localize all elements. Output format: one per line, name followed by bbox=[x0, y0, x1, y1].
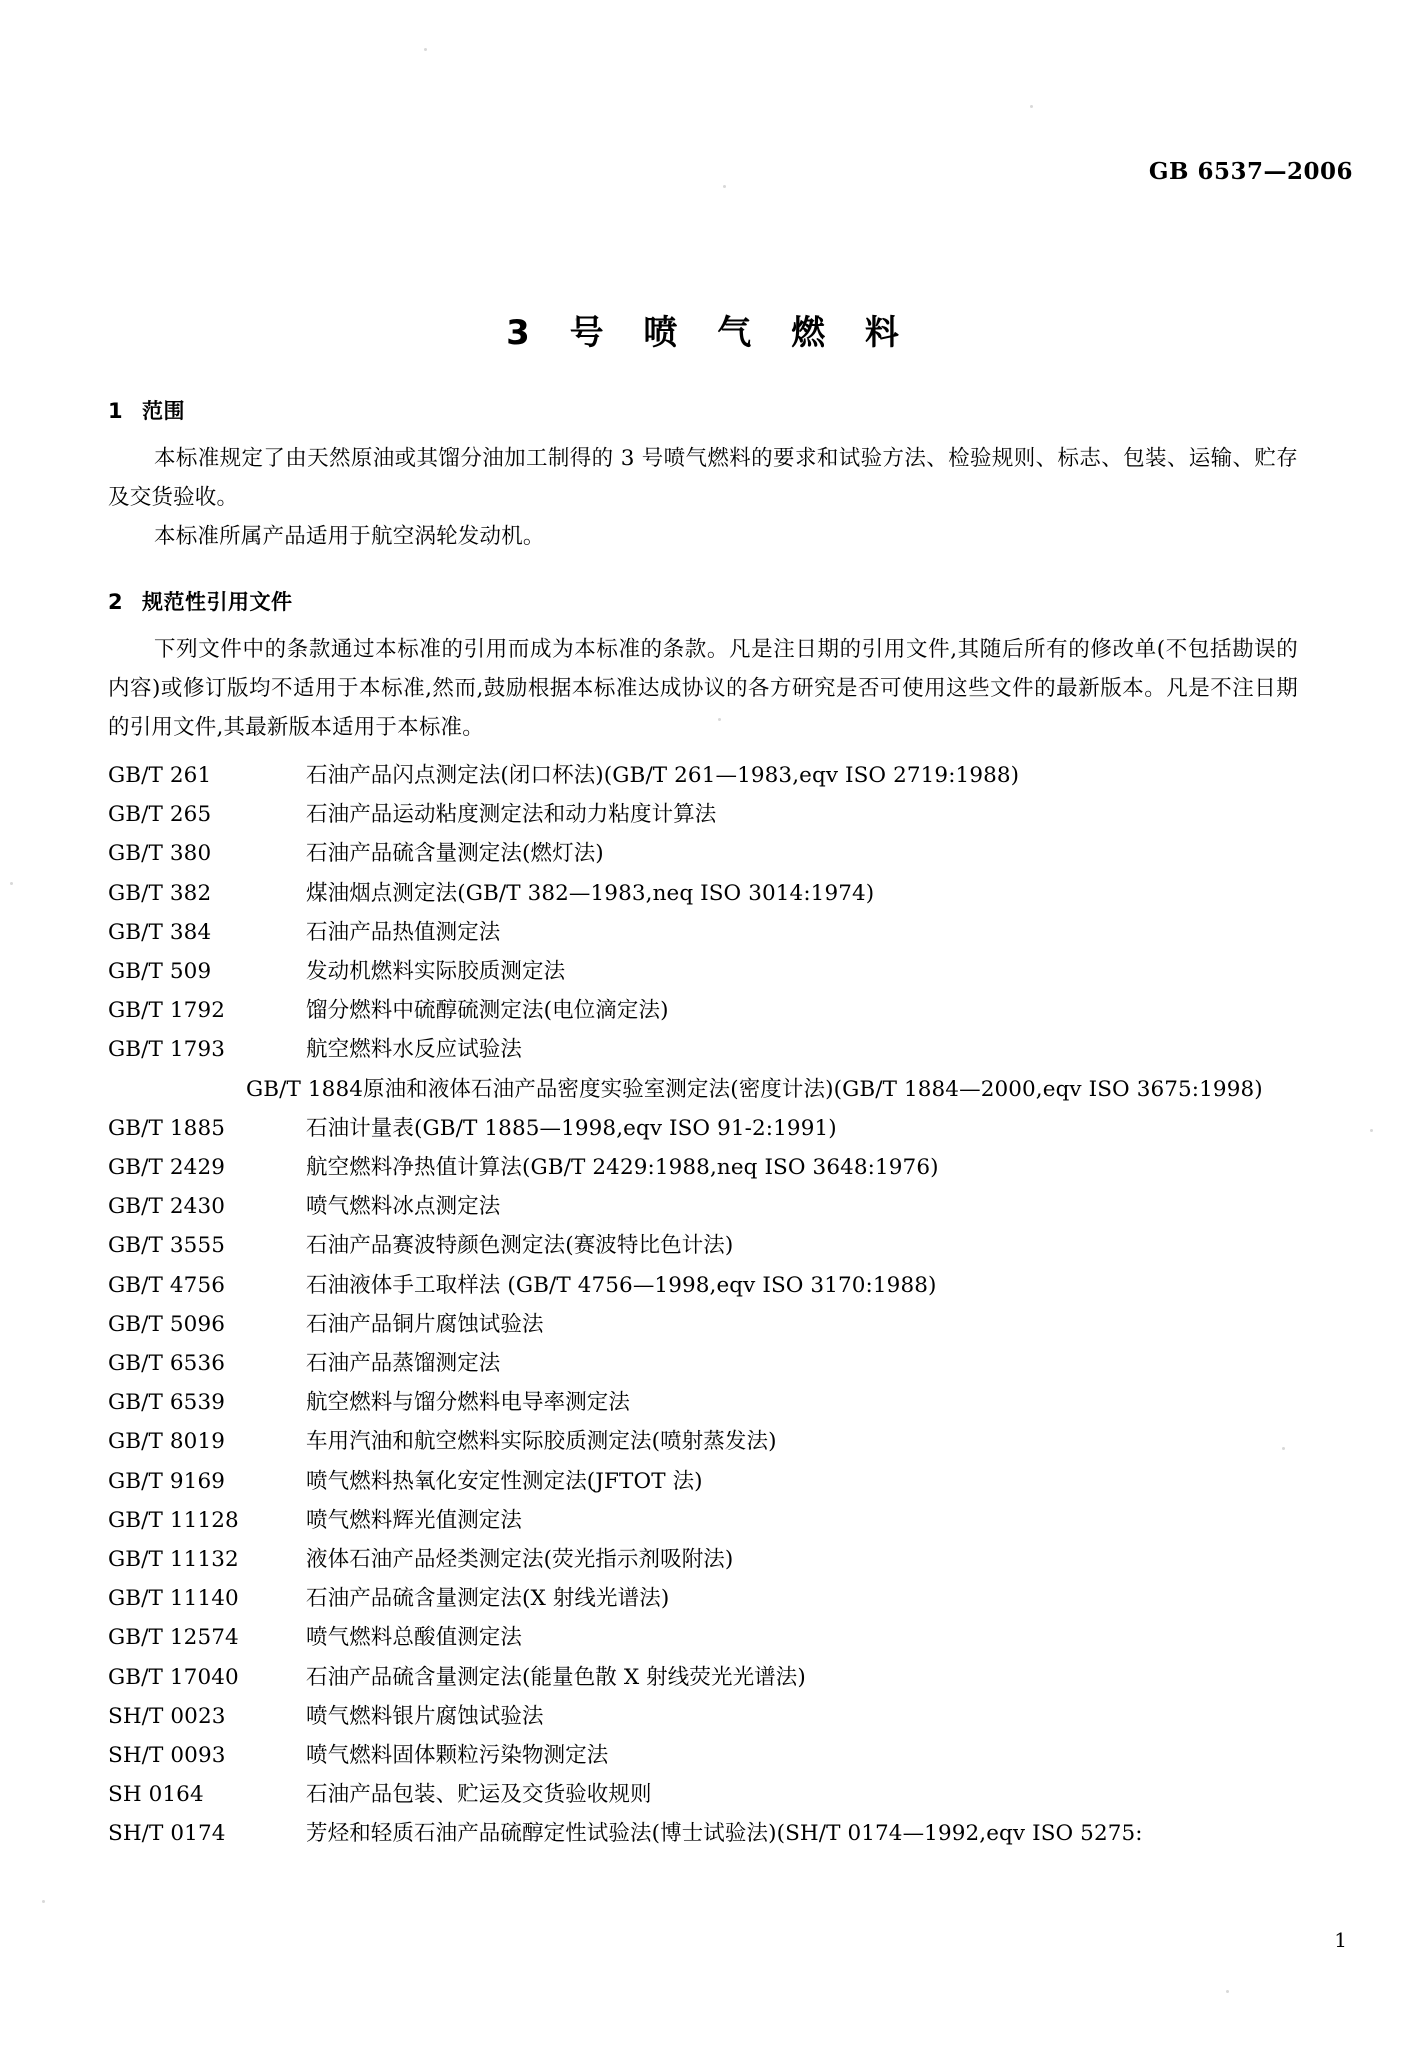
running-header-standard-number: GB 6537—2006 bbox=[1148, 158, 1353, 185]
clause-title-1: 范围 bbox=[142, 399, 185, 423]
scan-speckle bbox=[424, 48, 427, 51]
reference-title: 石油产品硫含量测定法(燃灯法) bbox=[306, 841, 604, 867]
list-item bbox=[108, 1383, 1298, 1422]
reference-code: GB/T 17040 bbox=[108, 1664, 239, 1690]
reference-code: GB/T 1793 bbox=[108, 1037, 226, 1063]
reference-code: GB/T 6536 bbox=[108, 1351, 226, 1377]
reference-title: 喷气燃料辉光值测定法 bbox=[306, 1507, 523, 1533]
list-item bbox=[108, 1305, 1298, 1344]
list-item bbox=[108, 756, 1298, 795]
reference-code: SH 0164 bbox=[108, 1782, 204, 1808]
list-item bbox=[108, 1187, 1298, 1226]
list-item bbox=[108, 1030, 1298, 1069]
scan-speckle bbox=[1030, 105, 1033, 108]
list-item bbox=[108, 1618, 1298, 1657]
reference-title: 液体石油产品烃类测定法(荧光指示剂吸附法) bbox=[306, 1547, 734, 1573]
reference-title: 喷气燃料总酸值测定法 bbox=[306, 1625, 523, 1651]
reference-code: GB/T 384 bbox=[108, 919, 212, 945]
reference-title: 馏分燃料中硫醇硫测定法(电位滴定法) bbox=[306, 998, 669, 1024]
reference-code: GB/T 9169 bbox=[108, 1468, 226, 1494]
scan-speckle bbox=[723, 185, 726, 188]
reference-title: 发动机燃料实际胶质测定法 bbox=[306, 959, 566, 985]
list-item bbox=[108, 1814, 1298, 1853]
clause-number-2: 2 bbox=[108, 590, 124, 614]
reference-code: GB/T 265 bbox=[108, 802, 212, 828]
section-spacer bbox=[108, 556, 1298, 586]
reference-code: GB/T 11140 bbox=[108, 1586, 239, 1612]
reference-title: 石油产品包装、贮运及交货验收规则 bbox=[306, 1782, 652, 1808]
reference-title: 石油产品闪点测定法(闭口杯法)(GB/T 261—1983,eqv ISO 2719:1988) bbox=[306, 763, 1020, 788]
reference-code: GB/T 2429 bbox=[108, 1155, 226, 1181]
list-item bbox=[108, 1579, 1298, 1618]
reference-code: GB/T 1792 bbox=[108, 998, 226, 1024]
reference-title: 石油液体手工取样法 (GB/T 4756—1998,eqv ISO 3170:1988) bbox=[306, 1272, 937, 1298]
reference-code: GB/T 380 bbox=[108, 841, 212, 867]
reference-title: 煤油烟点测定法(GB/T 382—1983,neq ISO 3014:1974) bbox=[306, 880, 875, 906]
reference-title: 喷气燃料热氧化安定性测定法(JFTOT 法) bbox=[306, 1468, 703, 1494]
list-item bbox=[108, 874, 1298, 913]
reference-title: 车用汽油和航空燃料实际胶质测定法(喷射蒸发法) bbox=[306, 1429, 777, 1455]
list-item bbox=[108, 1266, 1298, 1305]
page-title: 3 号 喷 气 燃 料 bbox=[506, 312, 913, 353]
reference-title: 航空燃料净热值计算法(GB/T 2429:1988,neq ISO 3648:1976) bbox=[306, 1155, 939, 1181]
list-item bbox=[108, 952, 1298, 991]
reference-title: 芳烃和轻质石油产品硫醇定性试验法(博士试验法)(SH/T 0174—1992,eqv ISO 5275: bbox=[306, 1821, 1143, 1847]
list-item bbox=[108, 1109, 1298, 1148]
scan-speckle bbox=[1226, 1990, 1229, 1993]
list-item bbox=[108, 1070, 1298, 1109]
reference-code: GB/T 4756 bbox=[108, 1272, 226, 1298]
reference-code: GB/T 8019 bbox=[108, 1429, 226, 1455]
reference-code: GB/T 6539 bbox=[108, 1390, 226, 1416]
list-item bbox=[108, 1422, 1298, 1461]
reference-title: 喷气燃料固体颗粒污染物测定法 bbox=[306, 1743, 609, 1769]
list-item bbox=[108, 991, 1298, 1030]
reference-code: GB/T 382 bbox=[108, 880, 212, 906]
reference-title: 航空燃料与馏分燃料电导率测定法 bbox=[306, 1390, 631, 1416]
document-body bbox=[108, 395, 1298, 1854]
reference-title: 石油产品硫含量测定法(能量色散 X 射线荧光光谱法) bbox=[306, 1664, 806, 1690]
list-item bbox=[108, 1775, 1298, 1814]
scan-speckle bbox=[10, 882, 13, 885]
list-item bbox=[108, 1540, 1298, 1579]
reference-code: GB/T 3555 bbox=[108, 1233, 226, 1259]
reference-title: 石油产品硫含量测定法(X 射线光谱法) bbox=[306, 1586, 670, 1612]
reference-title: 石油产品蒸馏测定法 bbox=[306, 1351, 501, 1377]
list-item bbox=[108, 1344, 1298, 1383]
list-item bbox=[108, 1501, 1298, 1540]
reference-code: GB/T 11128 bbox=[108, 1507, 239, 1533]
reference-title: 喷气燃料银片腐蚀试验法 bbox=[306, 1703, 544, 1729]
scan-speckle bbox=[1370, 1129, 1373, 1132]
clause-heading-1 bbox=[108, 395, 1298, 425]
clause-2-paragraph-1: 下列文件中的条款通过本标准的引用而成为本标准的条款。凡是注日期的引用文件,其随后所有的修改单(不包括勘误的内容)或修订版均不适用于本标准,然而,鼓励根据本标准达成协议的各方研究是否可使用这些文件的最新版本。凡是不注日期的引用文件,其最新版本适用于本标准。 bbox=[108, 637, 1298, 740]
list-item bbox=[108, 1462, 1298, 1501]
reference-title: 石油计量表(GB/T 1885—1998,eqv ISO 91-2:1991) bbox=[306, 1115, 837, 1141]
reference-title: 喷气燃料冰点测定法 bbox=[306, 1194, 501, 1220]
list-item bbox=[108, 1736, 1298, 1775]
scan-speckle bbox=[42, 1900, 45, 1903]
reference-title: 石油产品赛波特颜色测定法(赛波特比色计法) bbox=[306, 1233, 734, 1259]
reference-title: 航空燃料水反应试验法 bbox=[306, 1037, 523, 1063]
list-item bbox=[108, 795, 1298, 834]
list-item bbox=[108, 1148, 1298, 1187]
list-item bbox=[108, 1226, 1298, 1265]
clause-title-2: 规范性引用文件 bbox=[142, 590, 293, 614]
reference-code: GB/T 1884 bbox=[246, 1076, 364, 1102]
reference-code: GB/T 1885 bbox=[108, 1115, 226, 1141]
clause-number-1: 1 bbox=[108, 399, 124, 423]
reference-code: SH/T 0093 bbox=[108, 1743, 226, 1769]
reference-title: 原油和液体石油产品密度实验室测定法(密度计法)(GB/T 1884—2000,eqv ISO 3675:1998) bbox=[363, 1076, 1263, 1102]
reference-code: SH/T 0174 bbox=[108, 1821, 226, 1847]
reference-code: GB/T 12574 bbox=[108, 1625, 239, 1651]
reference-code: GB/T 5096 bbox=[108, 1311, 226, 1337]
reference-code: GB/T 11132 bbox=[108, 1547, 239, 1573]
list-item bbox=[108, 913, 1298, 952]
list-item bbox=[108, 1697, 1298, 1736]
page-number: 1 bbox=[1334, 1928, 1347, 1952]
clause-1-paragraph-2: 本标准所属产品适用于航空涡轮发动机。 bbox=[154, 524, 545, 549]
reference-code: GB/T 261 bbox=[108, 763, 212, 788]
reference-code: GB/T 509 bbox=[108, 959, 212, 985]
reference-title: 石油产品运动粘度测定法和动力粘度计算法 bbox=[306, 802, 717, 828]
reference-title: 石油产品铜片腐蚀试验法 bbox=[306, 1311, 544, 1337]
normative-reference-list bbox=[108, 756, 1298, 1854]
reference-code: GB/T 2430 bbox=[108, 1194, 226, 1220]
list-item bbox=[108, 834, 1298, 873]
clause-1-paragraph-1: 本标准规定了由天然原油或其馏分油加工制得的 3 号喷气燃料的要求和试验方法、检验规则、标志、包装、运输、贮存及交货验收。 bbox=[108, 446, 1298, 510]
clause-heading-2 bbox=[108, 586, 1298, 616]
reference-title: 石油产品热值测定法 bbox=[306, 919, 501, 945]
list-item bbox=[108, 1658, 1298, 1697]
reference-code: SH/T 0023 bbox=[108, 1703, 226, 1729]
